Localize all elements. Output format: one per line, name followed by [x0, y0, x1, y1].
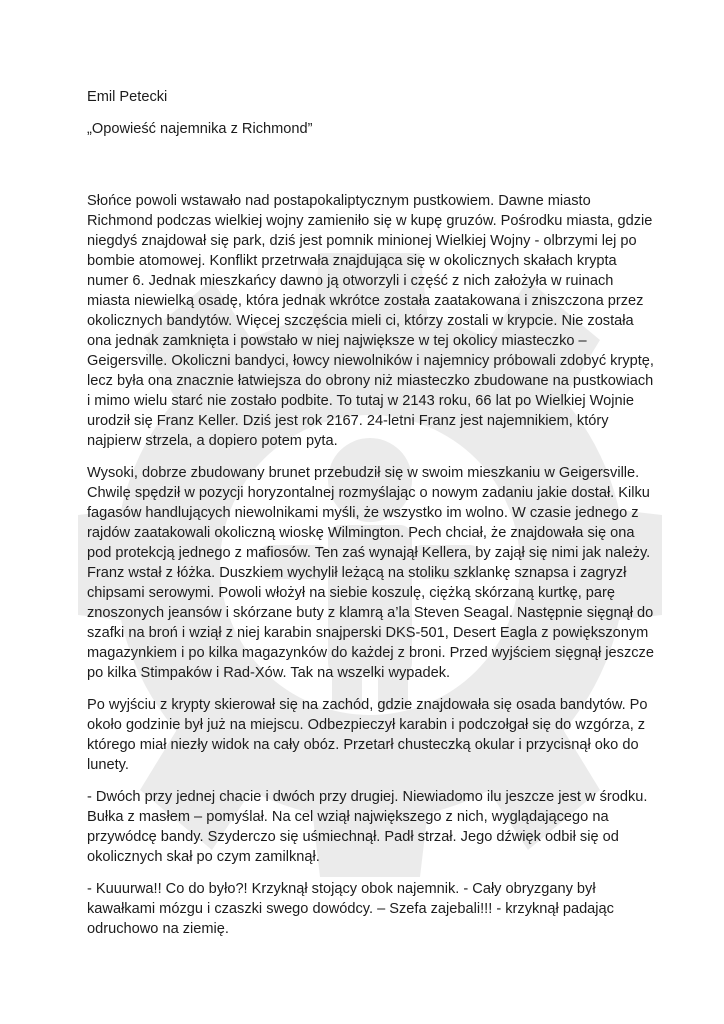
- author-name: Emil Petecki: [87, 89, 168, 105]
- paragraph-1: Słońce powoli wstawało nad postapokaliptycznym pustkowiem. Dawne miasto Richmond podczas wielkiej wojny zamieniło się w kupę gruzów. Pośrodku miasta, gdzie niegdyś znajdował się park, dziś jest pomnik minionej Wielkiej Wojny - olbrzymi lej po bombie atomowej. Konflikt przetrwała znajdująca się w okolicznych skałach krypta numer 6. Jednak mieszkańcy dawno ją otworzyli i część z nich założyła w ruinach miasta niewielką osadę, która jednak wkrótce została zaatakowana i zniszczona przez okolicznych bandytów. Więcej szczęścia mieli ci, którzy zostali w krypcie. Nie została ona jednak zamknięta i powstało w niej największe w tej okolicy miasteczko – Geigersville. Okoliczni bandyci, łowcy niewolników i najemnicy próbowali zdobyć kryptę, lecz była ona znacznie łatwiejsza do obrony niż miasteczko zbudowane na pustkowiach i mimo wielu starć nie zostało podbite. To tutaj w 2143 roku, 66 lat po Wielkiej Wojnie urodził się Franz Keller. Dziś jest rok 2167. 24-letni Franz jest najemnikiem, który najpierw strzela, a dopiero potem pyta.: [87, 193, 654, 449]
- paragraph-3: Po wyjściu z krypty skierował się na zachód, gdzie znajdowała się osada bandytów. Po około godzinie był już na miejscu. Odbezpieczył karabin i podczołgał się do wzgórza, z którego miał niezły widok na cały obóz. Przetarł chusteczką okular i przycisnął oko do lunety.: [87, 697, 648, 773]
- story-title: „Opowieść najemnika z Richmond”: [87, 121, 313, 137]
- paragraph-5: - Kuuurwa!! Co do było?! Krzyknął stojący obok najemnik. - Cały obryzgany był kawałkami mózgu i czaszki swego dowódcy. – Szefa zajebali!!! - krzyknął padając odruchowo na ziemię.: [87, 881, 614, 937]
- paragraph-4: - Dwóch przy jednej chacie i dwóch przy drugiej. Niewiadomo ilu jeszcze jest w środku. Bułka z masłem – pomyślał. Na cel wziął największego z nich, wyglądającego na przywódcę bandy. Szyderczo się uśmiechnął. Padł strzał. Jego dźwięk odbił się od okolicznych skał po czym zamilknął.: [87, 789, 648, 865]
- document-page: [87, 87, 657, 951]
- paragraph-2: Wysoki, dobrze zbudowany brunet przebudził się w swoim mieszkaniu w Geigersville. Chwilę spędził w pozycji horyzontalnej rozmyślając o nowym zadaniu jakie dostał. Kilku fagasów handlujących niewolnikami myśli, że wszystko im wolno. W czasie jednego z rajdów zaatakowali okoliczną wioskę Wilmington. Pech chciał, że znajdowała się ona pod protekcją jednego z mafiosów. Ten zaś wynajął Kellera, by zajął się nimi jak należy. Franz wstał z łóżka. Duszkiem wychylił leżącą na stoliku szklankę sznapsa i zagryzł chipsami serowymi. Powoli włożył na siebie koszulę, ciężką skórzaną kurtkę, parę znoszonych jeansów i skórzane buty z klamrą a’la Steven Seagal. Następnie sięgnął do szafki na broń i wziął z niej karabin snajperski DKS-501, Desert Eagla z powiększonym magazynkiem i po kilka magazynków do każdej z broni. Przed wyjściem sięgnął jeszcze po kilka Stimpaków i Rad-Xów. Tak na wszelki wypadek.: [87, 465, 654, 681]
